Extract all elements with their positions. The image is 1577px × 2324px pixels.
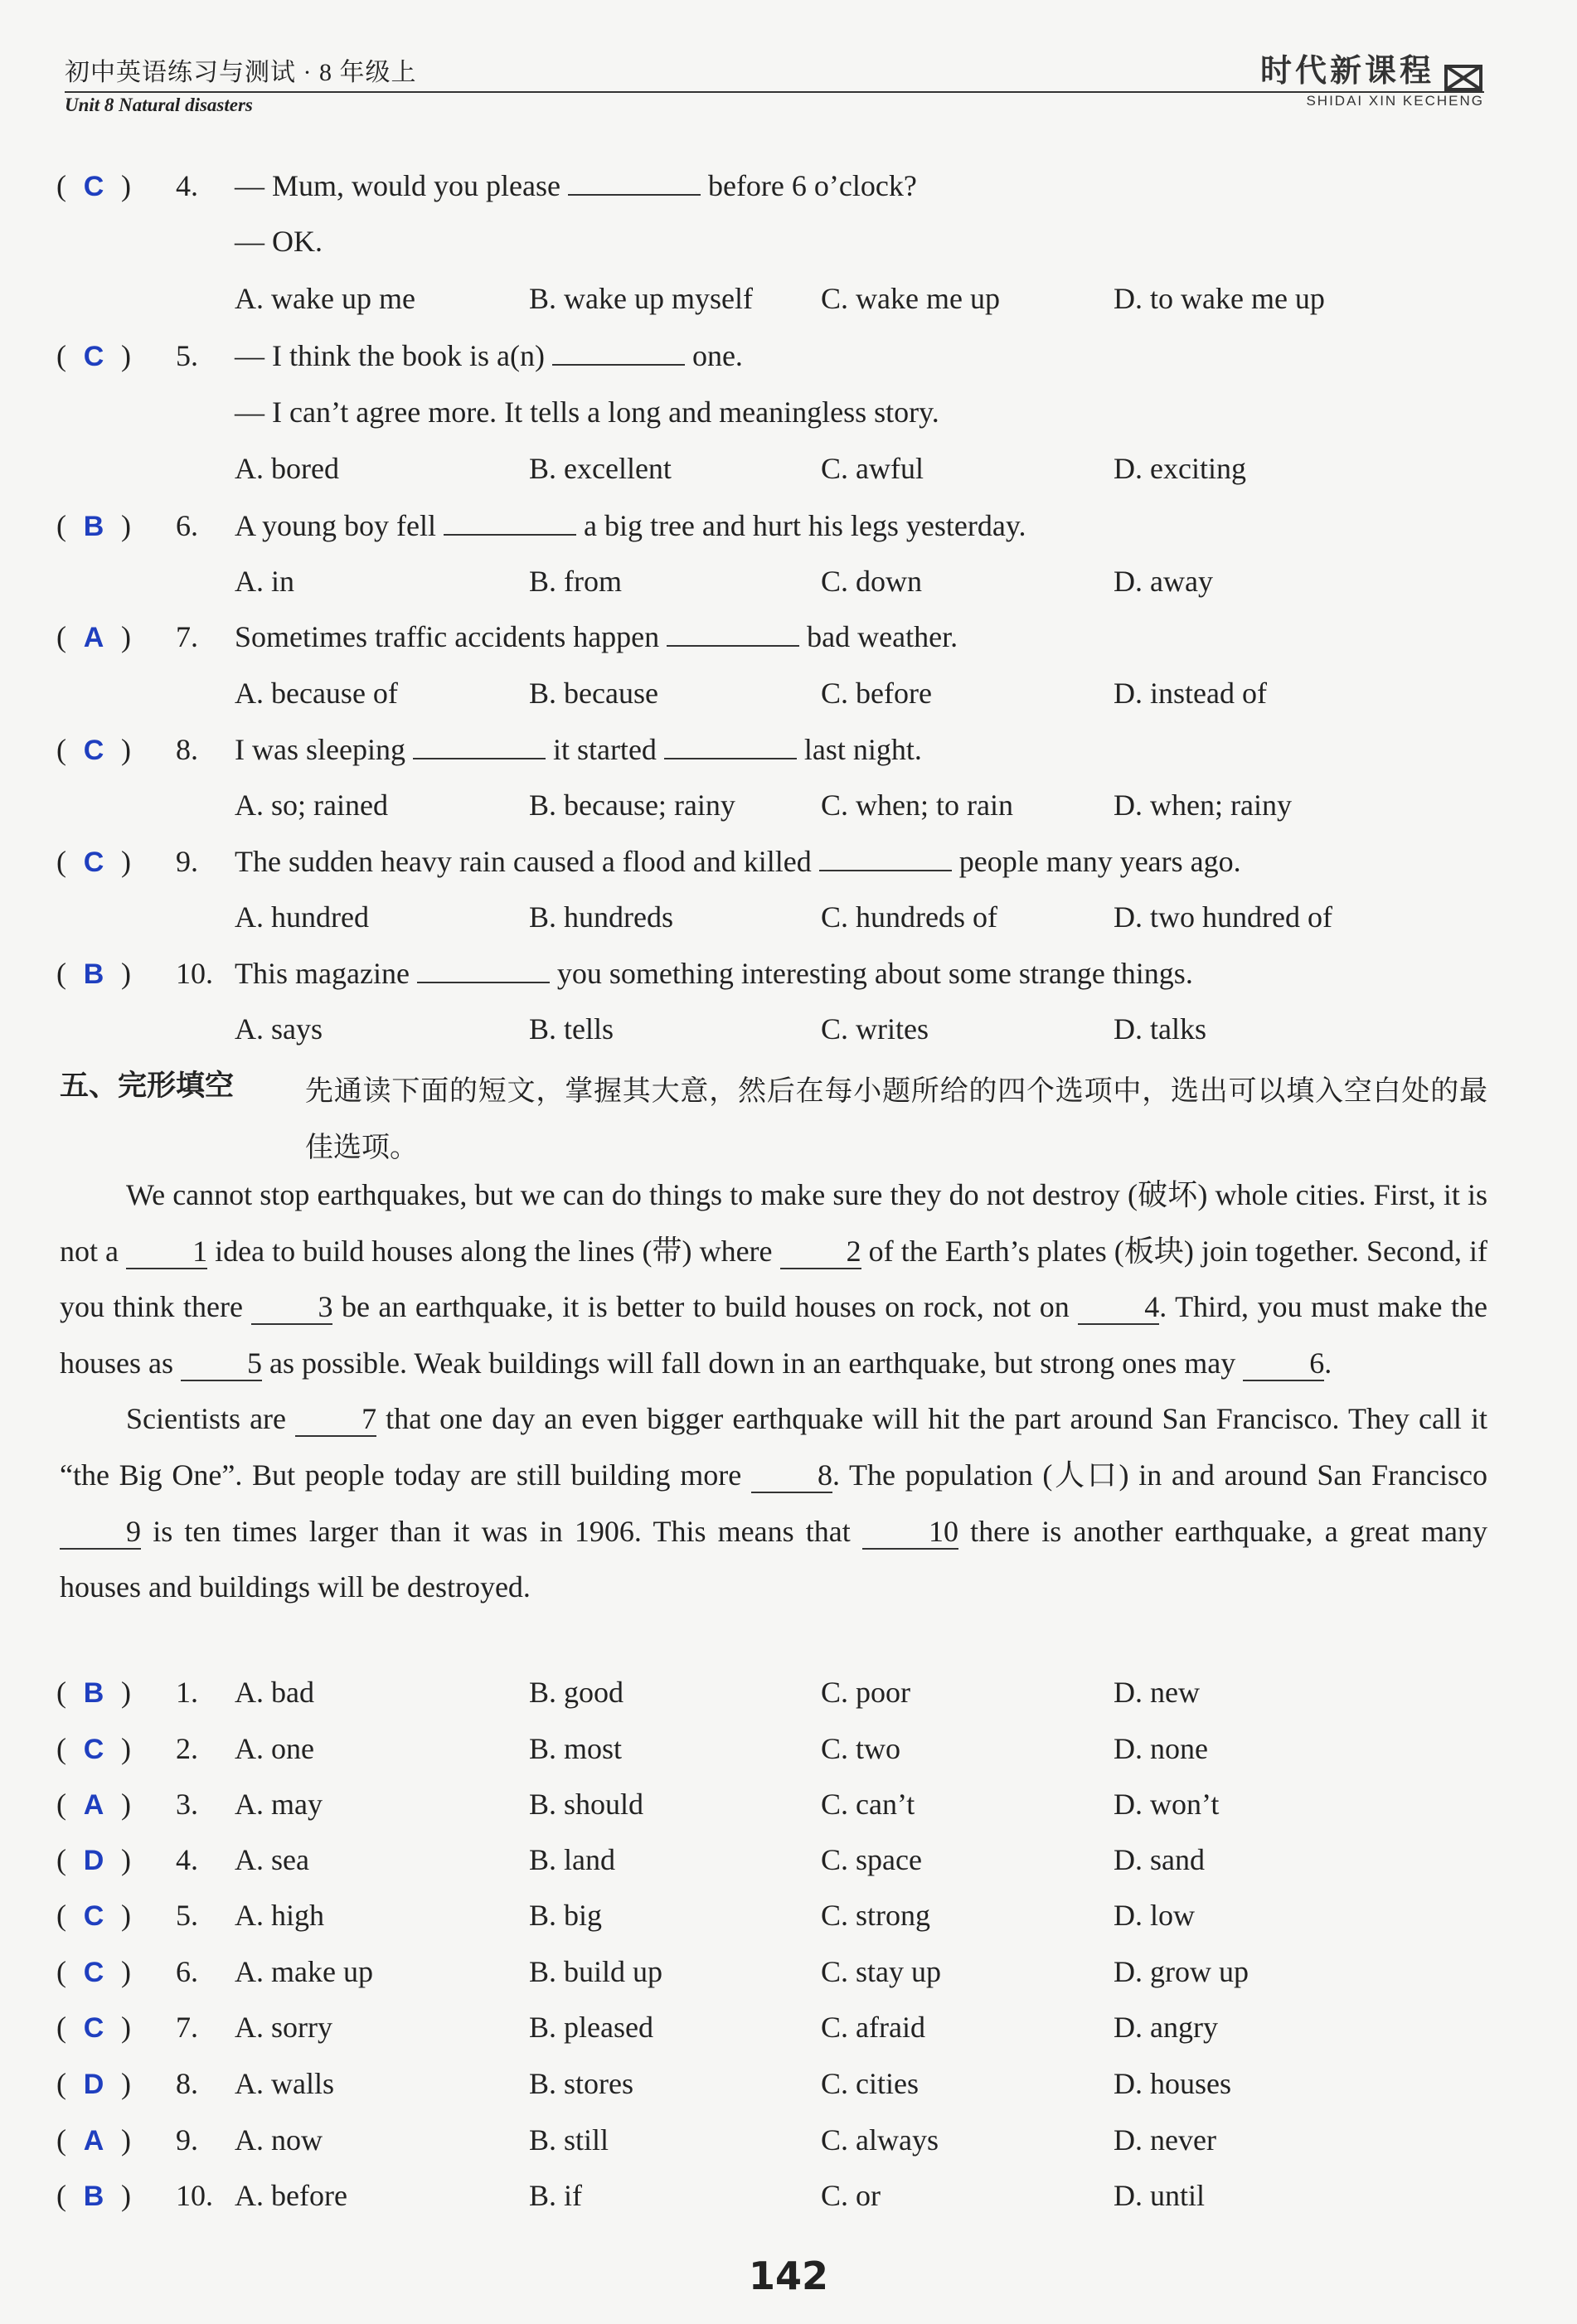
answer: C [83, 171, 104, 202]
answer-box: ( B ) [56, 1671, 156, 1714]
cloze-question-9 [0, 2119, 1577, 2161]
answer-box: ( A ) [56, 1783, 156, 1826]
option-b: B. big [529, 1899, 603, 1932]
option-b: B. should [529, 1788, 644, 1821]
option-d: D. two hundred of [1114, 900, 1332, 934]
option-c: C. can’t [821, 1788, 915, 1821]
option-d: D. won’t [1114, 1788, 1220, 1821]
option-a: A. bad [235, 1676, 314, 1709]
option-c: C. when; to rain [821, 788, 1013, 822]
option-d: D. when; rainy [1114, 788, 1292, 822]
answer: B [83, 958, 104, 990]
answer-box: ( C ) [56, 729, 156, 771]
option-b: B. because; rainy [529, 788, 735, 822]
option-b: B. if [529, 2179, 583, 2212]
question-8-options [0, 784, 1577, 826]
blank-7: 7 [295, 1402, 376, 1437]
option-b: B. hundreds [529, 900, 673, 934]
option-b: B. build up [529, 1955, 663, 1988]
question-number: 3. [176, 1788, 198, 1821]
option-a: A. sorry [235, 2011, 332, 2044]
question-text: — OK. [235, 225, 323, 258]
cloze-question-6 [0, 1951, 1577, 1992]
question-text: This magazine you something interesting about some strange things. [235, 953, 1193, 994]
page-number: 142 [748, 2254, 829, 2298]
blank-1: 1 [126, 1235, 207, 1269]
answer-box: ( C ) [56, 335, 156, 377]
question-text: A young boy fell a big tree and hurt his legs yesterday. [235, 505, 1026, 546]
answer: B [83, 2181, 104, 2212]
question-4-reply [0, 221, 1577, 262]
blank-2: 2 [780, 1235, 861, 1269]
passage-paragraph-1: We cannot stop earthquakes, but we can do things to make sure they do not destroy (破坏) whole cities. First, it is not a 1 idea to build houses along the lines (带) where 2 of the Earth’s plates (板块) join together. Second, if you think there 3 be an earthquake, it is better to build houses on rock, not on 4. Third, you must make the houses as 5 as possible. Weak buildings will fall down in an earthquake, but strong ones may 6. [60, 1178, 1488, 1380]
blank-9: 9 [60, 1515, 141, 1550]
option-d: D. instead of [1114, 677, 1267, 710]
option-b: B. pleased [529, 2011, 653, 2044]
option-a: A. make up [235, 1955, 373, 1988]
blank-8: 8 [751, 1458, 832, 1493]
question-number: 1. [176, 1676, 198, 1709]
option-c: C. wake me up [821, 282, 1000, 315]
option-c: C. or [821, 2179, 881, 2212]
passage-paragraph-2: Scientists are 7 that one day an even bigger earthquake will hit the part around San Francisco. They call it “the Big One”. But people today are still building more 8. The population (人口) in and around San Francisco 9 is ten times larger than it was in 1906. This means that 10 there is another earthquake, a great many houses and buildings will be destroyed. [60, 1402, 1488, 1604]
answer-blank [664, 730, 797, 759]
question-number: 6. [176, 509, 198, 542]
question-number: 4. [176, 169, 198, 202]
option-d: D. away [1114, 565, 1213, 598]
option-d: D. angry [1114, 2011, 1218, 2044]
book-title: 初中英语练习与测试 · 8 年级上 [65, 59, 417, 86]
question-number: 8. [176, 733, 198, 766]
cloze-question-10 [0, 2175, 1577, 2216]
option-b: B. excellent [529, 452, 672, 485]
option-a: A. sea [235, 1843, 309, 1876]
option-b: B. because [529, 677, 658, 710]
option-a: A. so; rained [235, 788, 388, 822]
question-8 [0, 729, 1577, 770]
question-text: I was sleeping it started last night. [235, 729, 922, 770]
answer-box: ( D ) [56, 1839, 156, 1881]
question-7 [0, 616, 1577, 657]
option-a: A. may [235, 1788, 323, 1821]
question-5-options [0, 448, 1577, 489]
question-text: — I think the book is a(n) one. [235, 335, 743, 376]
blank-4: 4 [1078, 1290, 1159, 1325]
unit-title: Unit 8 Natural disasters [65, 95, 253, 115]
answer: C [83, 847, 104, 878]
brand [1260, 45, 1484, 109]
answer: C [83, 1734, 104, 1765]
option-d: D. none [1114, 1732, 1208, 1765]
answer-box: ( A ) [56, 616, 156, 658]
cloze-question-3 [0, 1783, 1577, 1825]
answer-box: ( D ) [56, 2063, 156, 2105]
answer-blank [444, 506, 576, 536]
question-number: 4. [176, 1843, 198, 1876]
question-5 [0, 335, 1577, 376]
option-b: B. good [529, 1676, 624, 1709]
question-number: 10. [176, 957, 213, 990]
option-b: B. wake up myself [529, 282, 753, 315]
question-6-options [0, 560, 1577, 602]
answer-box: ( A ) [56, 2119, 156, 2161]
question-number: 10. [176, 2179, 213, 2212]
answer-blank [552, 336, 685, 366]
option-a: A. wake up me [235, 282, 415, 315]
question-6 [0, 505, 1577, 546]
question-text: The sudden heavy rain caused a flood and killed people many years ago. [235, 841, 1241, 882]
option-a: A. bored [235, 452, 339, 485]
option-b: B. from [529, 565, 622, 598]
answer: A [83, 622, 104, 653]
question-10-options [0, 1008, 1577, 1050]
question-text: Sometimes traffic accidents happen bad weather. [235, 616, 958, 657]
option-d: D. new [1114, 1676, 1200, 1709]
answer-blank [568, 166, 701, 196]
question-4-options [0, 278, 1577, 319]
answer-box: ( C ) [56, 165, 156, 207]
option-d: D. sand [1114, 1843, 1205, 1876]
cloze-question-1 [0, 1671, 1577, 1713]
question-4 [0, 165, 1577, 206]
question-number: 7. [176, 620, 198, 653]
option-b: B. stores [529, 2067, 633, 2100]
answer: B [83, 1677, 104, 1709]
option-a: A. high [235, 1899, 324, 1932]
option-a: A. says [235, 1012, 323, 1046]
cloze-question-5 [0, 1895, 1577, 1936]
option-c: C. strong [821, 1899, 931, 1932]
blank-3: 3 [251, 1290, 332, 1325]
answer: D [83, 2069, 104, 2100]
answer: C [83, 1900, 104, 1932]
option-c: C. hundreds of [821, 900, 997, 934]
option-c: C. awful [821, 452, 924, 485]
option-a: A. before [235, 2179, 347, 2212]
answer-box: ( C ) [56, 1895, 156, 1937]
option-a: A. because of [235, 677, 398, 710]
option-d: D. exciting [1114, 452, 1246, 485]
answer: D [83, 1845, 104, 1876]
option-d: D. low [1114, 1899, 1195, 1932]
option-c: C. two [821, 1732, 901, 1765]
option-b: B. tells [529, 1012, 614, 1046]
answer: A [83, 1789, 104, 1821]
question-9 [0, 841, 1577, 882]
question-number: 9. [176, 845, 198, 878]
brand-logo-icon [1443, 60, 1484, 96]
blank-5: 5 [181, 1346, 262, 1381]
question-10 [0, 953, 1577, 994]
option-c: C. afraid [821, 2011, 925, 2044]
answer-box: ( B ) [56, 505, 156, 547]
answer: B [83, 511, 104, 542]
option-a: A. one [235, 1732, 314, 1765]
answer-blank [667, 617, 799, 647]
option-c: C. cities [821, 2067, 919, 2100]
option-a: A. now [235, 2123, 323, 2157]
option-a: A. hundred [235, 900, 369, 934]
answer-box: ( B ) [56, 953, 156, 995]
option-d: D. never [1114, 2123, 1216, 2157]
option-d: D. talks [1114, 1012, 1206, 1046]
answer-blank [417, 953, 550, 983]
cloze-question-2 [0, 1728, 1577, 1769]
option-c: C. space [821, 1843, 922, 1876]
question-number: 6. [176, 1955, 198, 1988]
answer: C [83, 2012, 104, 2044]
question-9-options [0, 896, 1577, 938]
question-number: 5. [176, 339, 198, 372]
section-title: 五、完形填空 [60, 1070, 235, 1103]
answer-box: ( B ) [56, 2175, 156, 2217]
option-c: C. poor [821, 1676, 910, 1709]
section-instruction: 先通读下面的短文，掌握其大意，然后在每小题所给的四个选项中，选出可以填入空白处的最佳选项。 [305, 1075, 1487, 1164]
answer-box: ( C ) [56, 2006, 156, 2049]
option-c: C. writes [821, 1012, 929, 1046]
option-d: D. to wake me up [1114, 282, 1325, 315]
option-b: B. still [529, 2123, 609, 2157]
cloze-passage [60, 1167, 1487, 1616]
answer: C [83, 735, 104, 766]
answer-box: ( C ) [56, 841, 156, 883]
question-text: — I can’t agree more. It tells a long and meaningless story. [235, 395, 939, 429]
option-a: A. walls [235, 2067, 334, 2100]
answer: C [83, 1957, 104, 1988]
answer-box: ( C ) [56, 1951, 156, 1993]
question-number: 8. [176, 2067, 198, 2100]
brand-name: 时代新课程 [1259, 52, 1434, 89]
question-number: 7. [176, 2011, 198, 2044]
option-d: D. grow up [1114, 1955, 1249, 1988]
option-b: B. most [529, 1732, 623, 1765]
cloze-question-4 [0, 1839, 1577, 1880]
answer: C [83, 341, 104, 372]
blank-10: 10 [862, 1515, 958, 1550]
question-text: — Mum, would you please before 6 o’clock? [235, 165, 917, 206]
option-c: C. stay up [821, 1955, 942, 1988]
question-number: 9. [176, 2123, 198, 2157]
brand-pinyin: SHIDAI XIN KECHENG [1306, 93, 1484, 109]
answer: A [83, 2125, 104, 2157]
option-d: D. until [1114, 2179, 1206, 2212]
answer-blank [413, 730, 546, 759]
question-5-reply [0, 391, 1577, 433]
option-c: C. always [821, 2123, 939, 2157]
cloze-question-8 [0, 2063, 1577, 2104]
question-7-options [0, 672, 1577, 714]
option-d: D. houses [1114, 2067, 1231, 2100]
question-number: 2. [176, 1732, 198, 1765]
question-number: 5. [176, 1899, 198, 1932]
cloze-question-7 [0, 2006, 1577, 2048]
option-c: C. before [821, 677, 932, 710]
answer-box: ( C ) [56, 1728, 156, 1770]
option-a: A. in [235, 565, 294, 598]
option-c: C. down [821, 565, 923, 598]
blank-6: 6 [1243, 1346, 1324, 1381]
answer-blank [819, 842, 952, 871]
option-b: B. land [529, 1843, 615, 1876]
